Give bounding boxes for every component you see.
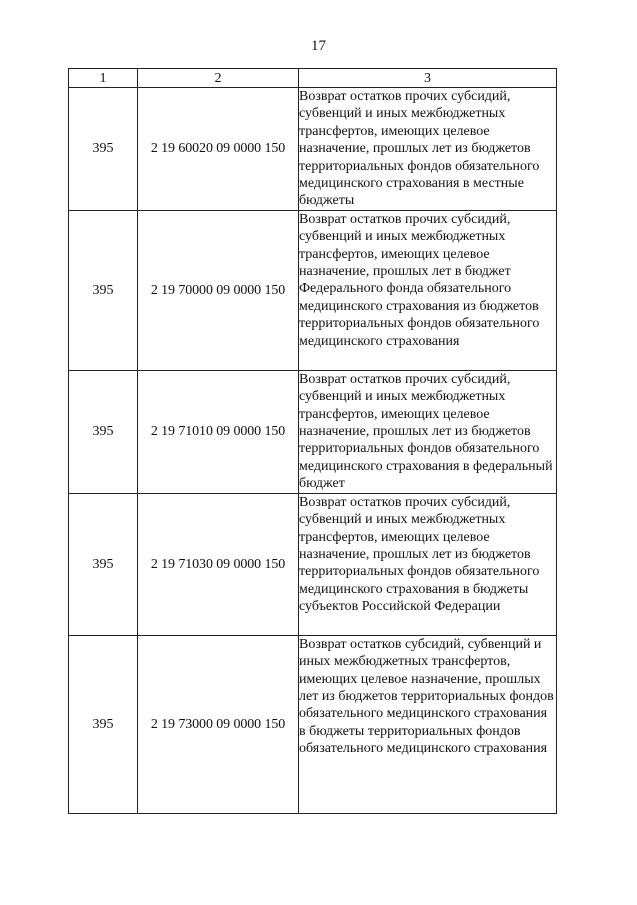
admin-code-cell: 395	[69, 370, 138, 493]
page-number: 17	[311, 38, 326, 54]
table-row	[69, 88, 557, 211]
revenue-name-cell: Возврат остатков субсидий, субвенций и иных межбюджетных трансфертов, имеющих целевое назначение, прошлых лет из бюджетов территориальных фондов обязательного медицинского страхования в бюджеты территориальных фондов обязательного медицинского страхования	[299, 635, 557, 813]
revenue-name-cell: Возврат остатков прочих субсидий, субвенций и иных межбюджетных трансфертов, имеющих целевое назначение, прошлых лет из бюджетов территориальных фондов обязательного медицинского страхования в бюджеты субъектов Российской Федерации	[299, 493, 557, 635]
revenue-name-cell: Возврат остатков прочих субсидий, субвенций и иных межбюджетных трансфертов, имеющих целевое назначение, прошлых лет из бюджетов территориальных фондов обязательного медицинского страхования в федеральный бюджет	[299, 370, 557, 493]
budget-code-cell: 2 19 71030 09 0000 150	[138, 493, 299, 635]
revenue-name-cell: Возврат остатков прочих субсидий, субвенций и иных межбюджетных трансфертов, имеющих целевое назначение, прошлых лет из бюджетов территориальных фондов обязательного медицинского страхования в местные бюджеты	[299, 88, 557, 211]
revenue-name-cell: Возврат остатков прочих субсидий, субвенций и иных межбюджетных трансфертов, имеющих целевое назначение, прошлых лет в бюджет Федерального фонда обязательного медицинского страхования из бюджетов территориальных фондов обязательного медицинского страхования	[299, 210, 557, 370]
table-row	[69, 210, 557, 370]
budget-classification-table	[68, 68, 557, 814]
budget-code-cell: 2 19 73000 09 0000 150	[138, 635, 299, 813]
budget-code-cell: 2 19 70000 09 0000 150	[138, 210, 299, 370]
budget-code-cell: 2 19 71010 09 0000 150	[138, 370, 299, 493]
header-col-1: 1	[69, 69, 138, 88]
table-row	[69, 635, 557, 813]
table-row	[69, 370, 557, 493]
admin-code-cell: 395	[69, 493, 138, 635]
header-col-3: 3	[299, 69, 557, 88]
table-row	[69, 493, 557, 635]
budget-code-cell: 2 19 60020 09 0000 150	[138, 88, 299, 211]
table-header-row	[69, 69, 557, 88]
admin-code-cell: 395	[69, 210, 138, 370]
header-col-2: 2	[138, 69, 299, 88]
admin-code-cell: 395	[69, 88, 138, 211]
admin-code-cell: 395	[69, 635, 138, 813]
